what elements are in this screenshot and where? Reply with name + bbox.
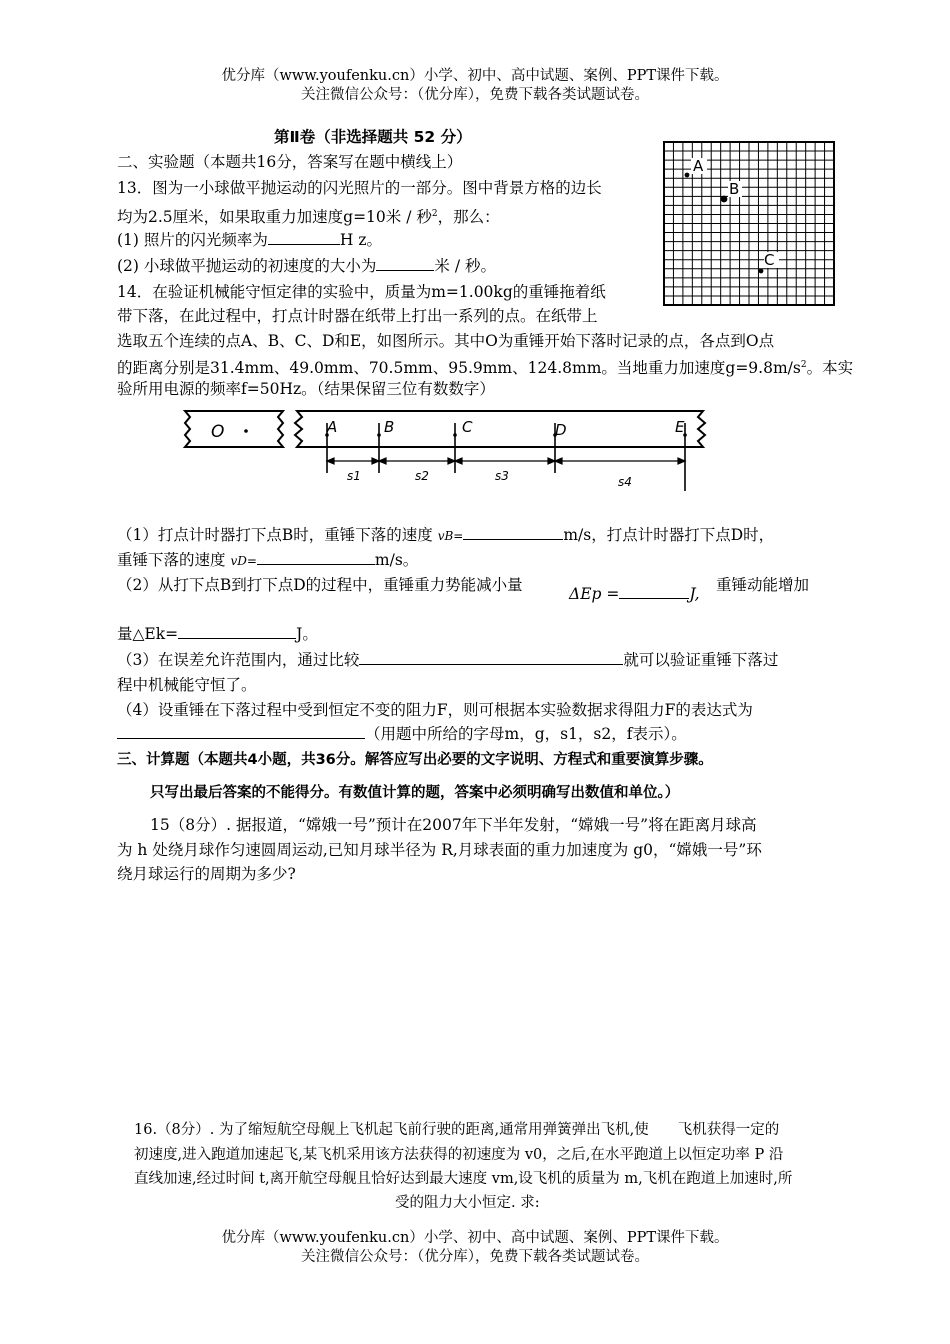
q15-line-3: 绕月球运行的周期为多少? — [117, 865, 296, 883]
point-a — [685, 173, 690, 178]
label-b: B — [729, 180, 740, 198]
q14-part-4-line-1: （4）设重锤在下落过程中受到恒定不变的阻力F，则可根据本实验数据求得阻力F的表达式为 — [117, 701, 753, 719]
answer-blank-force[interactable] — [117, 724, 365, 739]
q13-line-2: 均为2.5厘米，如果取重力加速度g=10米 / 秒$^2$，那么： — [117, 208, 500, 227]
q14-line-1: 14．在验证机械能守恒定律的实验中，质量为m=1.00kg的重锤拖着纸 — [117, 283, 606, 301]
tape-label-b: B — [384, 418, 395, 436]
q15-line-2: 为 h 处绕月球作匀速圆周运动,已知月球半径为 R,月球表面的重力加速度为 g0，“嫦娥一号”环 — [117, 841, 762, 859]
seg-label-s2: s2 — [415, 469, 429, 483]
answer-blank-dek[interactable] — [178, 624, 296, 639]
q13-line-1: 13．图为一小球做平抛运动的闪光照片的一部分。图中背景方格的边长 — [117, 179, 602, 197]
answer-blank-vd[interactable] — [257, 550, 375, 565]
q16-line-2: 初速度,进入跑道加速起飞,某飞机采用该方法获得的初速度为 v0，之后,在水平跑道上以恒定功率 P 沿 — [134, 1147, 784, 1163]
q16-line-4: 受的阻力大小恒定. 求: — [395, 1195, 540, 1211]
footer-line-2: 关注微信公众号：（优分库），免费下载各类试题试卷。 — [301, 1249, 649, 1265]
q14-part-2-formula: ΔEp = J, — [569, 585, 700, 603]
q14-part-3-line-2: 程中机械能守恒了。 — [117, 676, 257, 694]
q14-line-3: 选取五个连续的点A、B、C、D和E，如图所示。其中O为重锤开始下落时记录的点，各点到O点 — [117, 332, 775, 350]
q13-part-1: (1) 照片的闪光频率为 H z。 — [117, 231, 383, 249]
header-line-1: 优分库（www.youfenku.cn）小学、初中、高中试题、案例、PPT课件下载。 — [221, 68, 729, 84]
label-a: A — [693, 157, 704, 175]
section2-title: 第Ⅱ卷（非选择题共 52 分） — [274, 128, 472, 146]
tape-label-e: E — [675, 418, 685, 436]
section2-heading: 二、实验题（本题共16分，答案写在题中横线上） — [117, 153, 463, 171]
point-b — [721, 196, 728, 203]
q14-part-2-line-1: （2）从打下点B到打下点D的过程中，重锤重力势能减小量 — [117, 576, 523, 594]
point-c — [759, 269, 764, 274]
header-line-2: 关注微信公众号：（优分库），免费下载各类试题试卷。 — [301, 87, 649, 103]
tape-label-c: C — [462, 418, 473, 436]
answer-blank-compare[interactable] — [359, 650, 623, 665]
q14-part-1-line-1: （1）打点计时器打下点B时，重锤下落的速度 vB= m/s，打点计时器打下点D时， — [117, 526, 775, 544]
q14-line-4: 的距离分别是31.4mm、49.0mm、70.5mm、95.9mm、124.8mm。当地重力加速度$g=9.8m/s^2$。本实 — [117, 359, 854, 378]
answer-blank[interactable] — [376, 256, 434, 271]
q14-part-3-line-1: （3）在误差允许范围内，通过比较 就可以验证重锤下落过 — [117, 651, 779, 669]
q16-line-3: 直线加速,经过时间 t,离开航空母舰且恰好达到最大速度 vm,设飞机的质量为 m,飞机在跑道上加速时,所 — [134, 1171, 793, 1187]
q14-part-4-line-2: （用题中所给的字母m，g，s1，s2，f表示）。 — [117, 724, 687, 744]
q14-part-2-line-2: 量△Ek= J。 — [117, 625, 318, 643]
q14-line-5: 验所用电源的频率f=50Hz。（结果保留三位有数数字） — [117, 380, 495, 398]
section3-line-1: 三、计算题（本题共4小题，共36分。解答应写出必要的文字说明、方程式和重要演算步骤。 — [117, 752, 713, 768]
q13-part-2: (2) 小球做平抛运动的初速度的大小为 米 / 秒。 — [117, 257, 496, 275]
tape-label-a: A — [327, 418, 338, 436]
answer-blank-dep[interactable] — [619, 584, 689, 599]
footer-line-1: 优分库（www.youfenku.cn）小学、初中、高中试题、案例、PPT课件下载。 — [221, 1230, 729, 1246]
q15-line-1: 15（8分）. 据报道，“嫦娥一号”预计在2007年下半年发射，“嫦娥一号”将在距离月球高 — [150, 816, 757, 834]
q14-part-1-line-2: 重锤下落的速度 vD= m/s。 — [117, 551, 419, 569]
seg-label-s4: s4 — [618, 475, 632, 489]
q14-part-2-tail: 重锤动能增加 — [716, 576, 810, 594]
seg-label-s3: s3 — [495, 469, 509, 483]
answer-blank-vb[interactable] — [463, 525, 563, 540]
flash-photo-grid — [660, 138, 840, 310]
q16-line-1: 16.（8分）. 为了缩短航空母舰上飞机起飞前行驶的距离,通常用弹簧弹出飞机,使 飞机获得一定的 — [134, 1122, 780, 1138]
paper-tape-figure — [175, 405, 720, 495]
tape-label-d: D — [555, 421, 567, 439]
section3-line-2: 只写出最后答案的不能得分。有数值计算的题，答案中必须明确写出数值和单位。） — [150, 785, 680, 801]
tape-label-o: O — [211, 422, 225, 442]
label-c: C — [764, 251, 775, 269]
q14-line-2: 带下落，在此过程中，打点计时器在纸带上打出一系列的点。在纸带上 — [117, 307, 598, 325]
seg-label-s1: s1 — [347, 469, 361, 483]
answer-blank[interactable] — [268, 230, 340, 245]
